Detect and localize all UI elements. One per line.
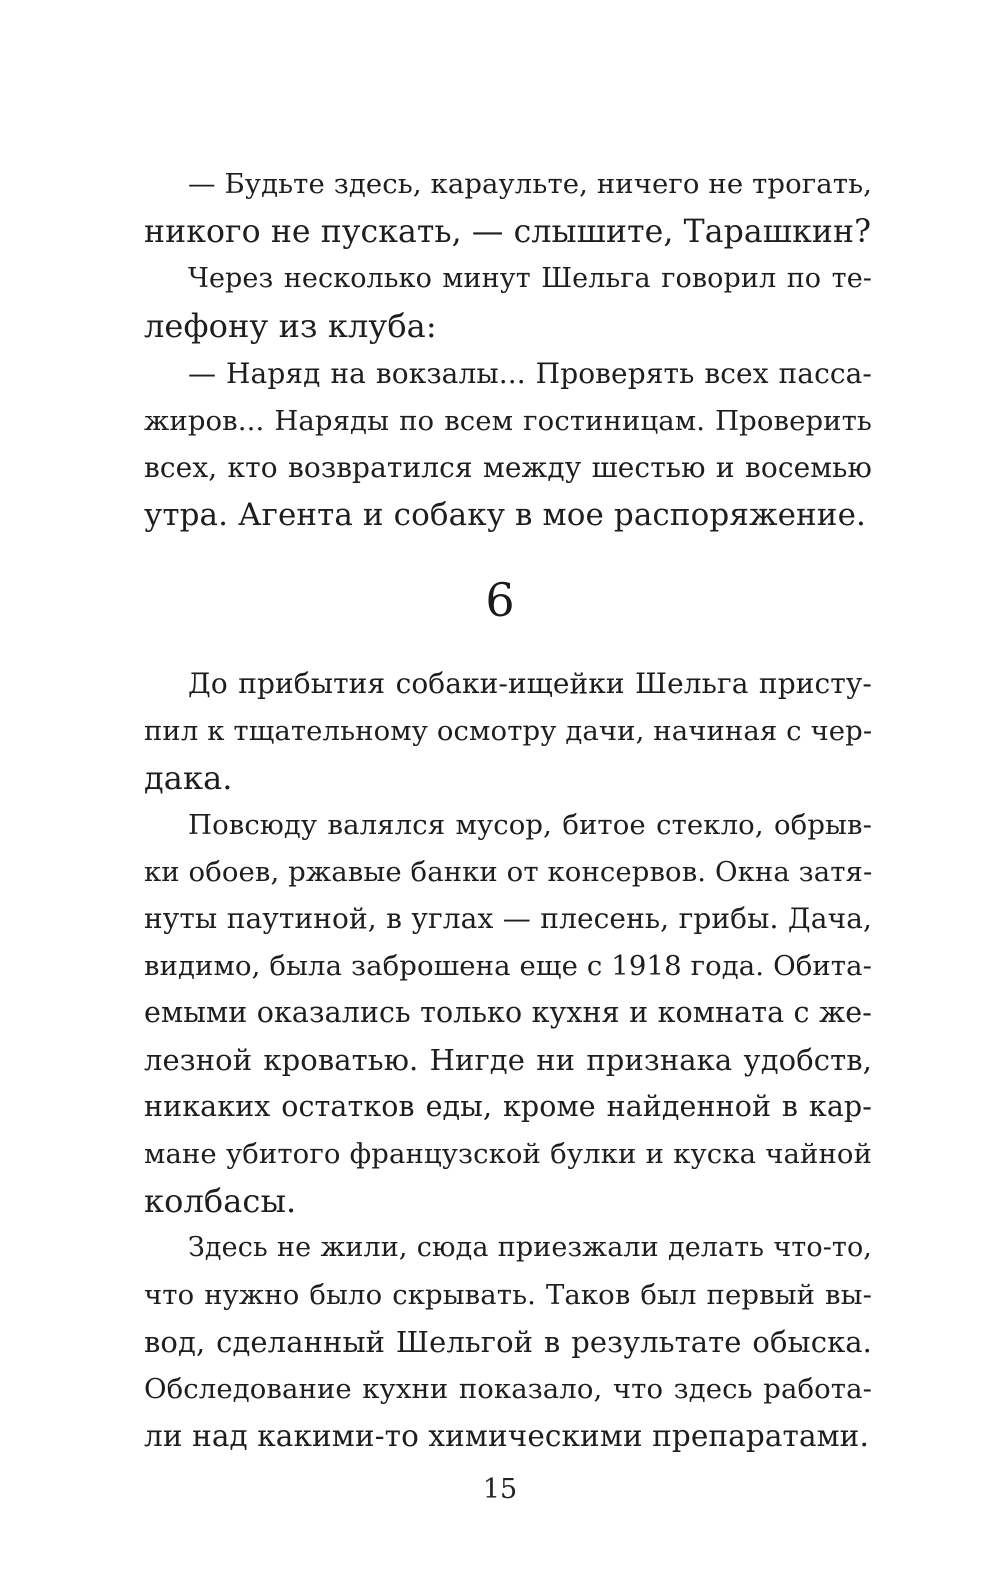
text-line: всех, кто возвратился между шестью и восемью [144, 451, 872, 484]
text-line: лефону из клуба: [144, 307, 437, 345]
chapter-number: 6 [485, 573, 515, 627]
text-line: Через несколько минут Шельга говорил по те- [188, 263, 872, 294]
text-line: колбасы. [144, 1182, 297, 1220]
text-line: ли над какими-то химическими препаратами. [144, 1419, 869, 1453]
text-line: утра. Агента и собаку в мое распоряжение. [144, 497, 866, 533]
text-line: пил к тщательному осмотру дачи, начиная с чер- [144, 715, 873, 747]
text-line: вод, сделанный Шельгой в результате обыска. [144, 1325, 872, 1359]
text-line: — Будьте здесь, караульте, ничего не трогать, [188, 168, 872, 200]
text-line: — Наряд на вокзалы... Проверять всех пасса- [188, 357, 872, 390]
text-line: никаких остатков еды, кроме найденной в кар- [144, 1090, 872, 1123]
text-line: что нужно было скрывать. Таков был первый вы- [144, 1279, 872, 1311]
text-line: видимо, была заброшена еще с 1918 года. Обита- [144, 950, 872, 982]
text-line: никого не пускать, — слышите, Тарашкин? [144, 214, 872, 250]
text-line: нуты паутиной, в углах — плесень, грибы. Дача, [144, 902, 872, 935]
text-line: Обследование кухни показало, что здесь работа- [144, 1373, 872, 1405]
page-number: 15 [482, 1474, 518, 1505]
text-line: ки обоев, ржавые банки от консервов. Окна затя- [144, 856, 873, 888]
text-line: Здесь не жили, сюда приезжали делать что-то, [188, 1232, 872, 1263]
text-line: мане убитого французской булки и куска чайной [144, 1138, 872, 1170]
text-line: лезной кроватью. Нигде ни признака удобств, [144, 1043, 872, 1077]
text-line: жиров... Наряды по всем гостиницам. Проверить [144, 405, 872, 437]
text-line: До прибытия собаки-ищейки Шельга присту- [188, 667, 872, 700]
text-line: дака. [144, 759, 233, 797]
text-line: емыми оказались только кухня и комната с же- [144, 996, 872, 1029]
text-line: Повсюду валялся мусор, битое стекло, обрыв- [188, 809, 872, 841]
